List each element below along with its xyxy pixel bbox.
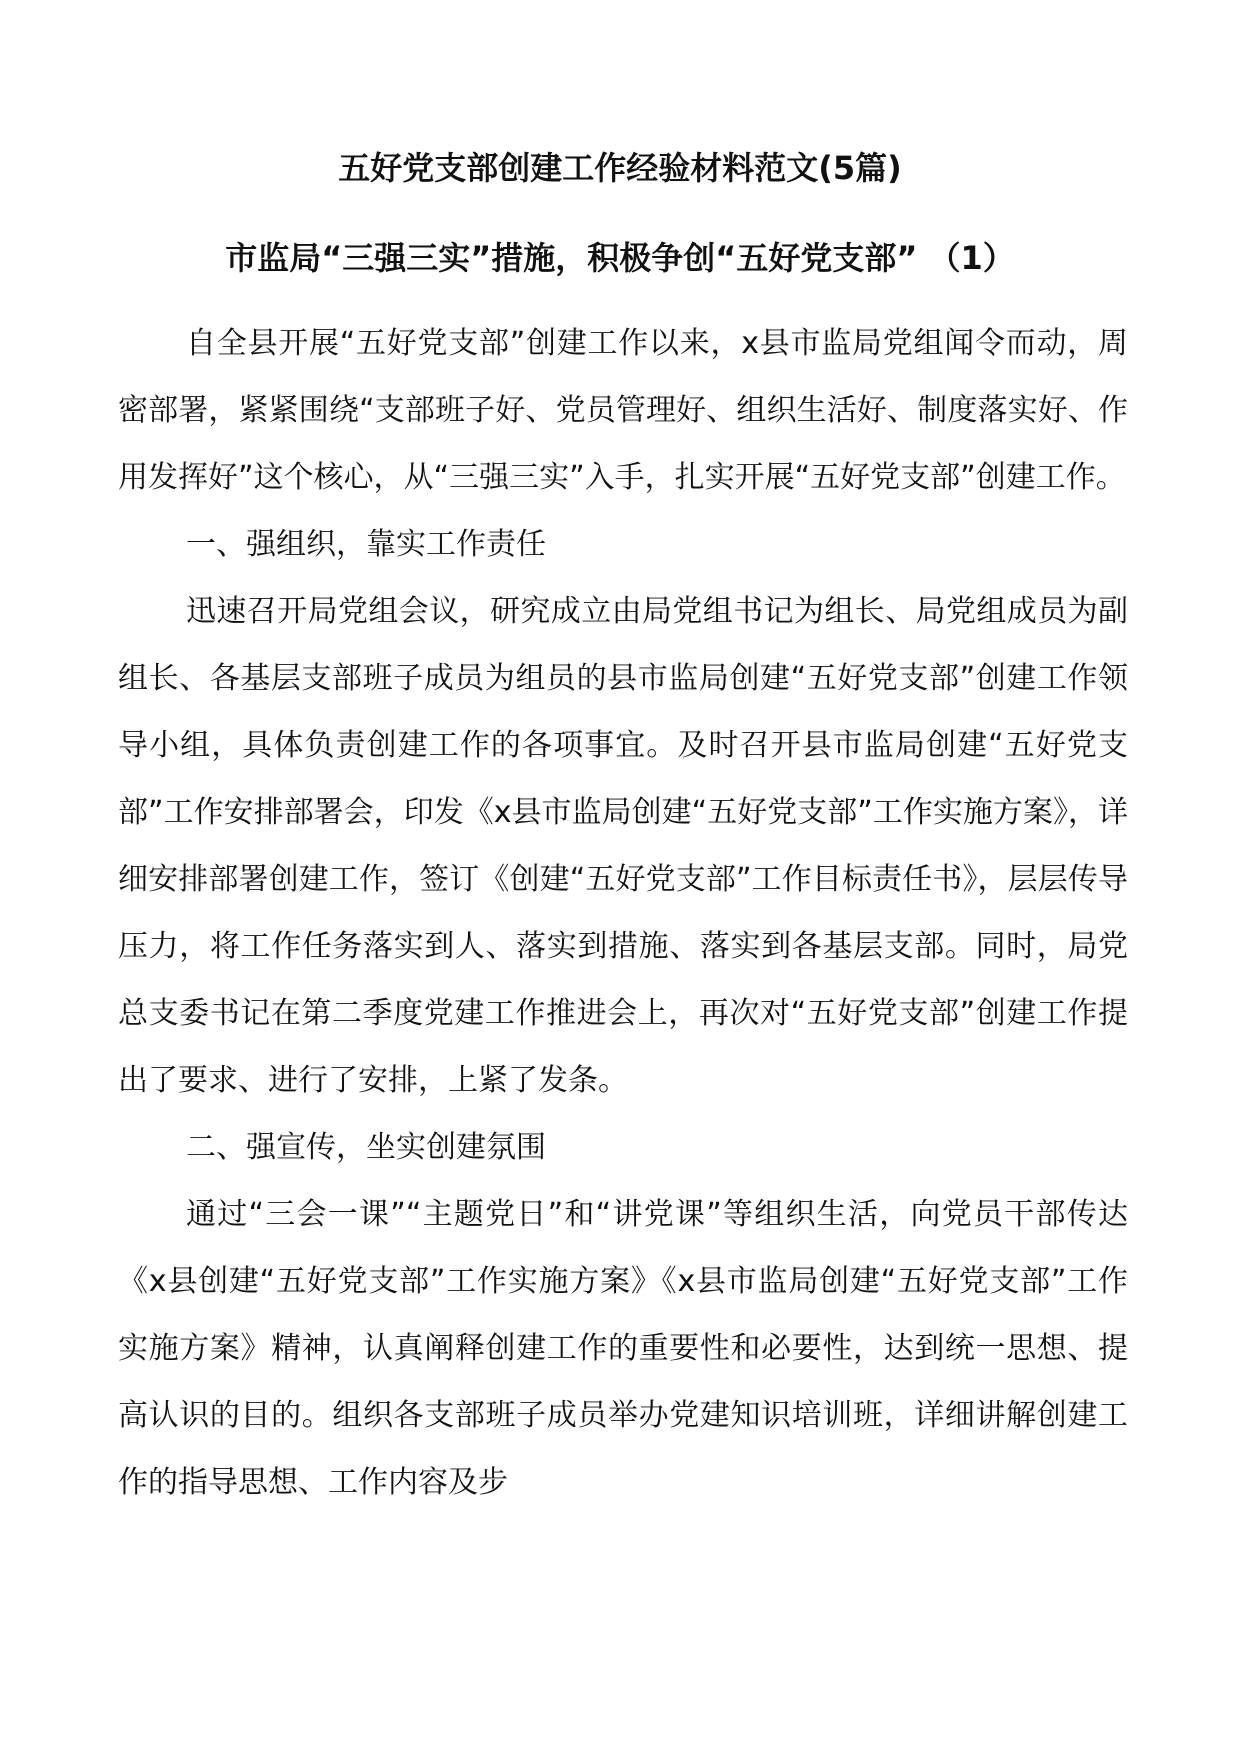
document-title: 五好党支部创建工作经验材料范文(5篇): [338, 149, 902, 187]
paragraph-publicity: 通过“三会一课”“主题党日”和“讲党课”等组织生活，向党员干部传达《x县创建“五好党支部”工作实施方案》《x县市监局创建“五好党支部”工作实施方案》精神，认真阐释创建工作的重要性和必要性，达到统一思想、提高认识的目的。组织各支部班子成员举办党建知识培训班，详细讲解创建工作的指导思想、工作内容及步: [118, 1197, 1128, 1500]
heading-organization: 一、强组织，靠实工作责任: [186, 527, 546, 562]
paragraph-organization: 迅速召开局党组会议，研究成立由局党组书记为组长、局党组成员为副组长、各基层支部班子成员为组员的县市监局创建“五好党支部”创建工作领导小组，具体负责创建工作的各项事宜。及时召开县市监局创建“五好党支部”工作安排部署会，印发《x县市监局创建“五好党支部”工作实施方案》，详细安排部署创建工作，签订《创建“五好党支部”工作目标责任书》，层层传导压力，将工作任务落实到人、落实到措施、落实到各基层支部。同时，局党总支委书记在第二季度党建工作推进会上，再次对“五好党支部”创建工作提出了要求、进行了安排，上紧了发条。: [118, 594, 1128, 1098]
paragraph-intro: 自全县开展“五好党支部”创建工作以来，x县市监局党组闻令而动，周密部署，紧紧围绕“支部班子好、党员管理好、组织生活好、制度落实好、作用发挥好”这个核心，从“三强三实”入手，扎实开展“五好党支部”创建工作。: [118, 326, 1128, 495]
document-body: [118, 310, 1128, 1516]
section-title: 市监局“三强三实”措施，积极争创“五好党支部” （1）: [225, 239, 1015, 277]
heading-publicity: 二、强宣传，坐实创建氛围: [186, 1130, 546, 1165]
